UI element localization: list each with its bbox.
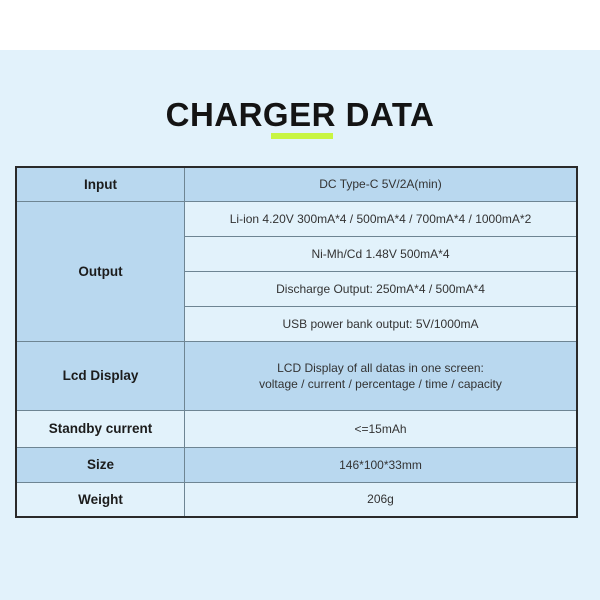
row-label-output: Output — [16, 201, 185, 341]
table-row-input — [16, 167, 577, 201]
row-value-standby: <=15mAh — [185, 410, 578, 447]
row-value-output-2: Ni-Mh/Cd 1.48V 500mA*4 — [185, 236, 578, 271]
row-label-standby: Standby current — [16, 410, 185, 447]
row-value-size: 146*100*33mm — [185, 447, 578, 482]
row-label-lcd: Lcd Display — [16, 341, 185, 410]
table-row-weight — [16, 482, 577, 517]
page-title: CHARGER DATA — [165, 96, 435, 133]
row-value-output-1: Li-ion 4.20V 300mA*4 / 500mA*4 / 700mA*4 / 1000mA*2 — [185, 201, 578, 236]
table-row-output-1 — [16, 201, 577, 236]
row-value-weight: 206g — [185, 482, 578, 517]
row-value-output-3: Discharge Output: 250mA*4 / 500mA*4 — [185, 271, 578, 306]
row-value-input: DC Type-C 5V/2A(min) — [185, 167, 578, 201]
title-underline — [271, 133, 333, 139]
lcd-value-line-1: LCD Display of all datas in one screen: — [277, 360, 484, 375]
row-value-lcd — [185, 341, 578, 410]
spec-table — [15, 166, 578, 518]
row-value-output-4: USB power bank output: 5V/1000mA — [185, 306, 578, 341]
table-row-size — [16, 447, 577, 482]
row-label-weight: Weight — [16, 482, 185, 517]
row-label-input: Input — [16, 167, 185, 201]
table-row-standby — [16, 410, 577, 447]
table-row-lcd — [16, 341, 577, 410]
row-label-size: Size — [16, 447, 185, 482]
lcd-value-line-2: voltage / current / percentage / time / capacity — [259, 376, 502, 391]
